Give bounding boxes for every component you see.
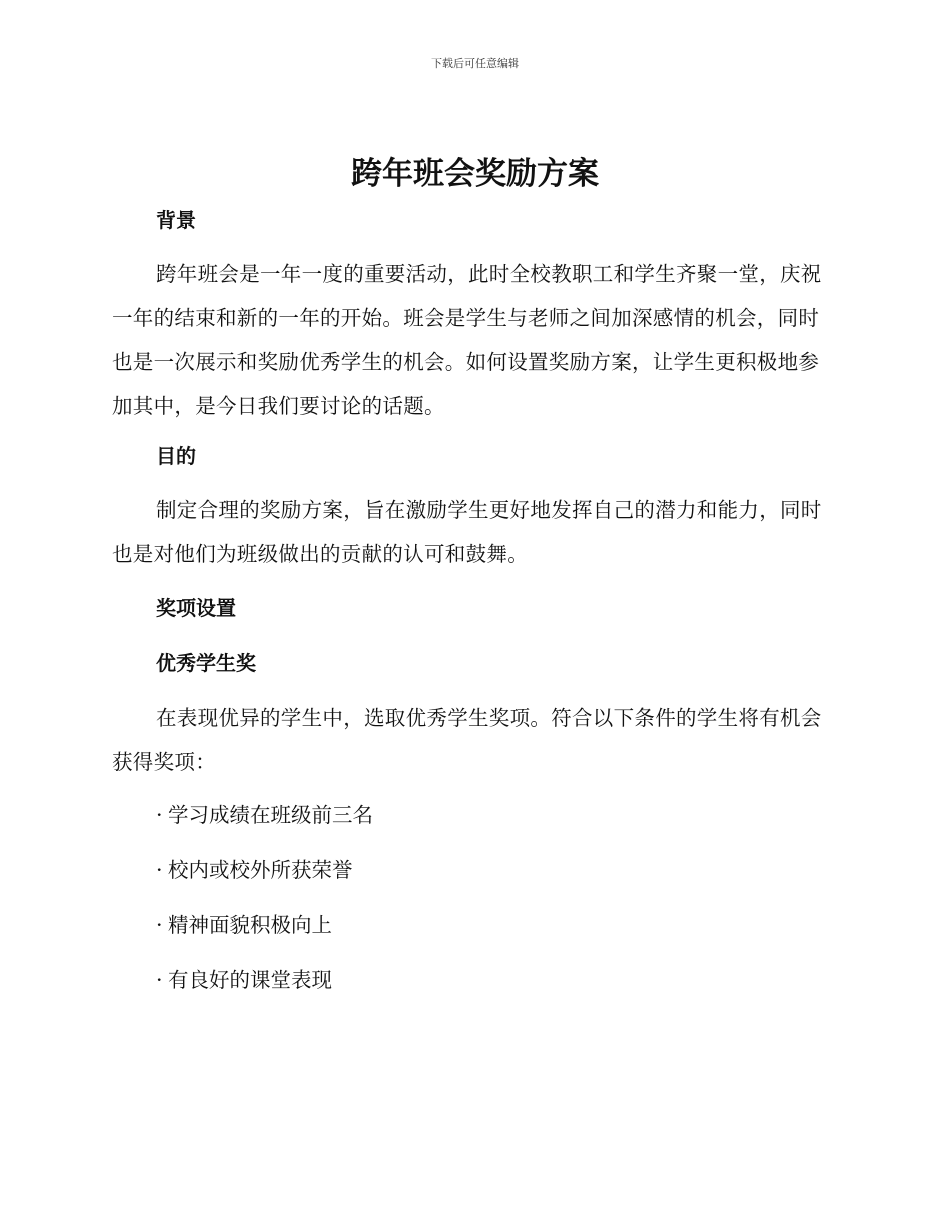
list-item-text: 校内或校外所获荣誉: [168, 858, 353, 882]
section-heading-background: 背景: [156, 208, 196, 232]
section-heading-awards: 奖项设置: [156, 596, 236, 620]
paragraph-purpose: 制定合理的奖励方案，旨在激励学生更好地发挥自己的潜力和能力，同时也是对他们为班级做出的贡献的认可和鼓舞。: [112, 498, 822, 566]
subheading-excellent-student-award: 优秀学生奖: [156, 651, 256, 675]
list-item: [156, 910, 332, 940]
section-heading-purpose: 目的: [156, 444, 196, 468]
bullet-icon: ·: [156, 803, 163, 827]
list-item-text: 有良好的课堂表现: [168, 968, 332, 992]
paragraph-award-criteria-intro: 在表现优异的学生中，选取优秀学生奖项。符合以下条件的学生将有机会获得奖项：: [112, 706, 822, 774]
list-item: [156, 965, 332, 995]
paragraph-background: 跨年班会是一年一度的重要活动，此时全校教职工和学生齐聚一堂，庆祝一年的结束和新的一年的开始。班会是学生与老师之间加深感情的机会，同时也是一次展示和奖励优秀学生的机会。如何设置奖励方案，让学生更积极地参加其中，是今日我们要讨论的话题。: [112, 262, 822, 418]
bullet-icon: ·: [156, 858, 163, 882]
bullet-icon: ·: [156, 913, 163, 937]
list-item: [156, 800, 373, 830]
document-title: 跨年班会奖励方案: [351, 156, 599, 192]
list-item-text: 精神面貌积极向上: [168, 913, 332, 937]
list-item: [156, 855, 353, 885]
list-item-text: 学习成绩在班级前三名: [168, 803, 373, 827]
header-note: 下载后可任意编辑: [431, 57, 519, 70]
bullet-icon: ·: [156, 968, 163, 992]
